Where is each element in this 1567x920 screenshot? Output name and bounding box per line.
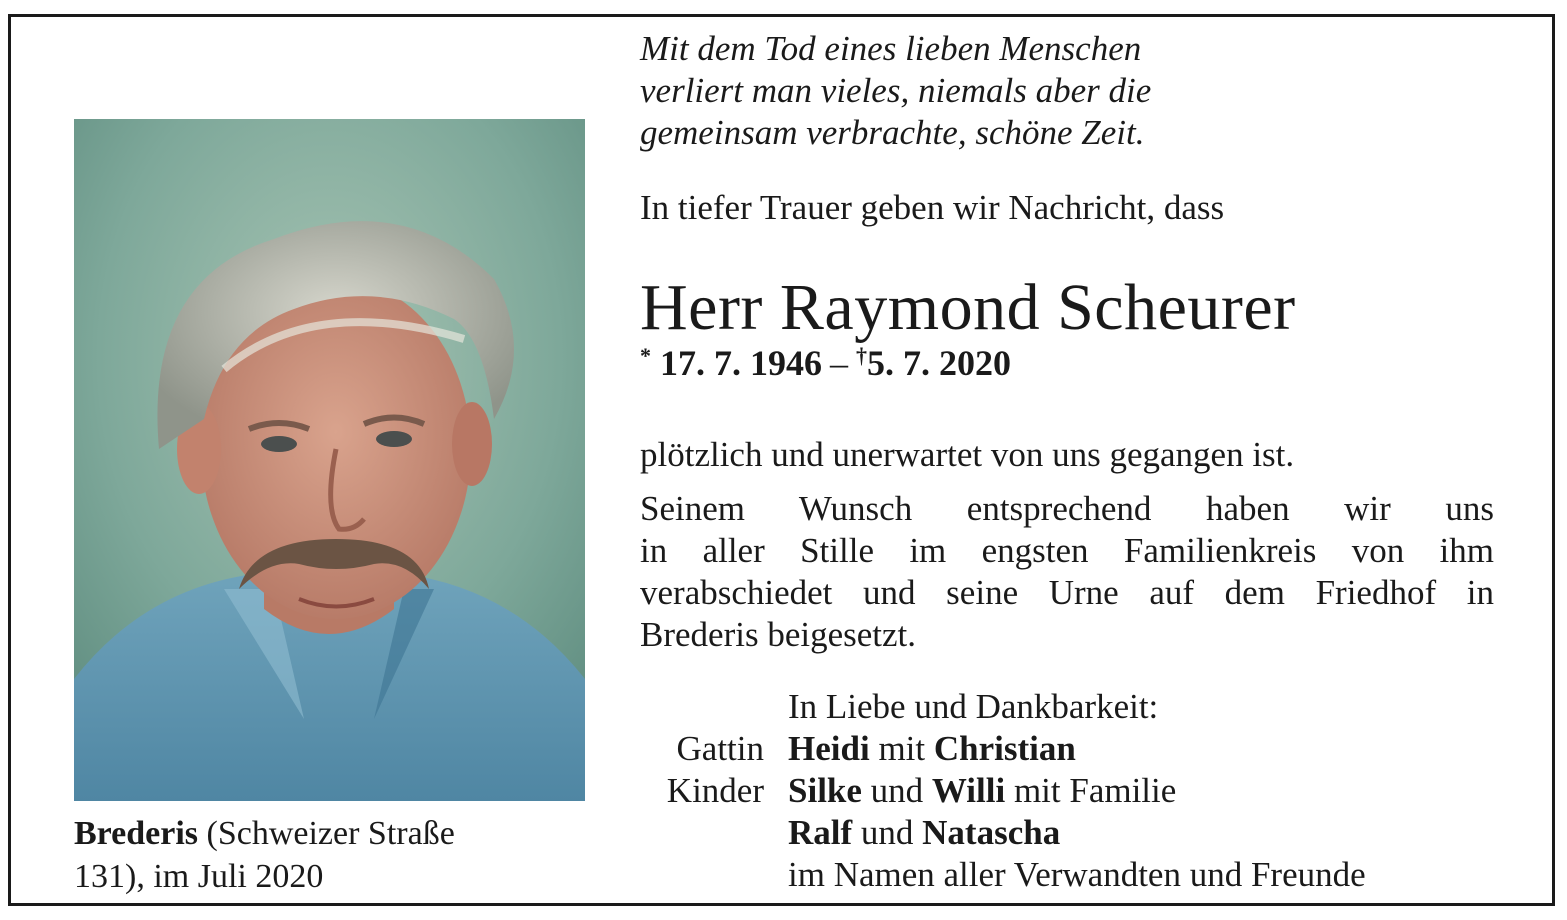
life-dates	[640, 342, 1011, 384]
photo-caption	[74, 812, 594, 898]
birth-date: 17. 7. 1946	[660, 343, 822, 383]
announcement-paragraph	[640, 488, 1494, 656]
paragraph-line: verabschiedet und seine Urne auf dem Friedhof in	[640, 573, 1494, 612]
paragraph-line: in aller Stille im engsten Familienkreis von ihm	[640, 531, 1494, 570]
motto-line: verliert man vieles, niemals aber die	[640, 71, 1152, 110]
portrait-illustration	[74, 119, 585, 801]
death-date: 5. 7. 2020	[867, 343, 1011, 383]
motto-quote	[640, 28, 1280, 154]
mourner-name: Ralf	[788, 813, 853, 852]
signature-block	[640, 686, 1520, 896]
signature-closing: im Namen aller Verwandten und Freunde	[788, 855, 1366, 894]
connector-text: und	[860, 813, 914, 852]
announcement-line: plötzlich und unerwartet von uns gegangen ist.	[640, 435, 1295, 474]
connector-text: und	[870, 771, 924, 810]
birth-symbol: *	[640, 343, 651, 368]
mourner-name: Natascha	[922, 813, 1061, 852]
portrait-photo	[74, 119, 585, 801]
relation-label-gattin: Gattin	[676, 729, 764, 768]
connector-text: mit Familie	[1013, 771, 1177, 810]
mourner-name: Heidi	[788, 729, 870, 768]
deceased-name: Herr Raymond Scheurer	[640, 271, 1296, 344]
caption-address: (Schweizer Straße	[206, 815, 455, 852]
mourner-name: Willi	[931, 771, 1006, 810]
motto-line: gemeinsam verbrachte, schöne Zeit.	[640, 113, 1145, 152]
signature-heading: In Liebe und Dankbarkeit:	[788, 687, 1159, 726]
paragraph-line: Brederis beigesetzt.	[640, 615, 917, 654]
mourner-name: Christian	[933, 729, 1076, 768]
relation-label-kinder: Kinder	[666, 771, 764, 810]
motto-line: Mit dem Tod eines lieben Menschen	[640, 29, 1142, 68]
caption-date: 131), im Juli 2020	[74, 858, 324, 895]
paragraph-line: Seinem Wunsch entsprechend haben wir uns	[640, 489, 1494, 528]
connector-text: mit	[878, 729, 926, 768]
caption-place: Brederis	[74, 815, 199, 852]
death-symbol: †	[856, 343, 867, 368]
intro-text: In tiefer Trauer geben wir Nachricht, dass	[640, 188, 1225, 227]
mourner-name: Silke	[788, 771, 862, 810]
date-separator: –	[830, 343, 848, 383]
